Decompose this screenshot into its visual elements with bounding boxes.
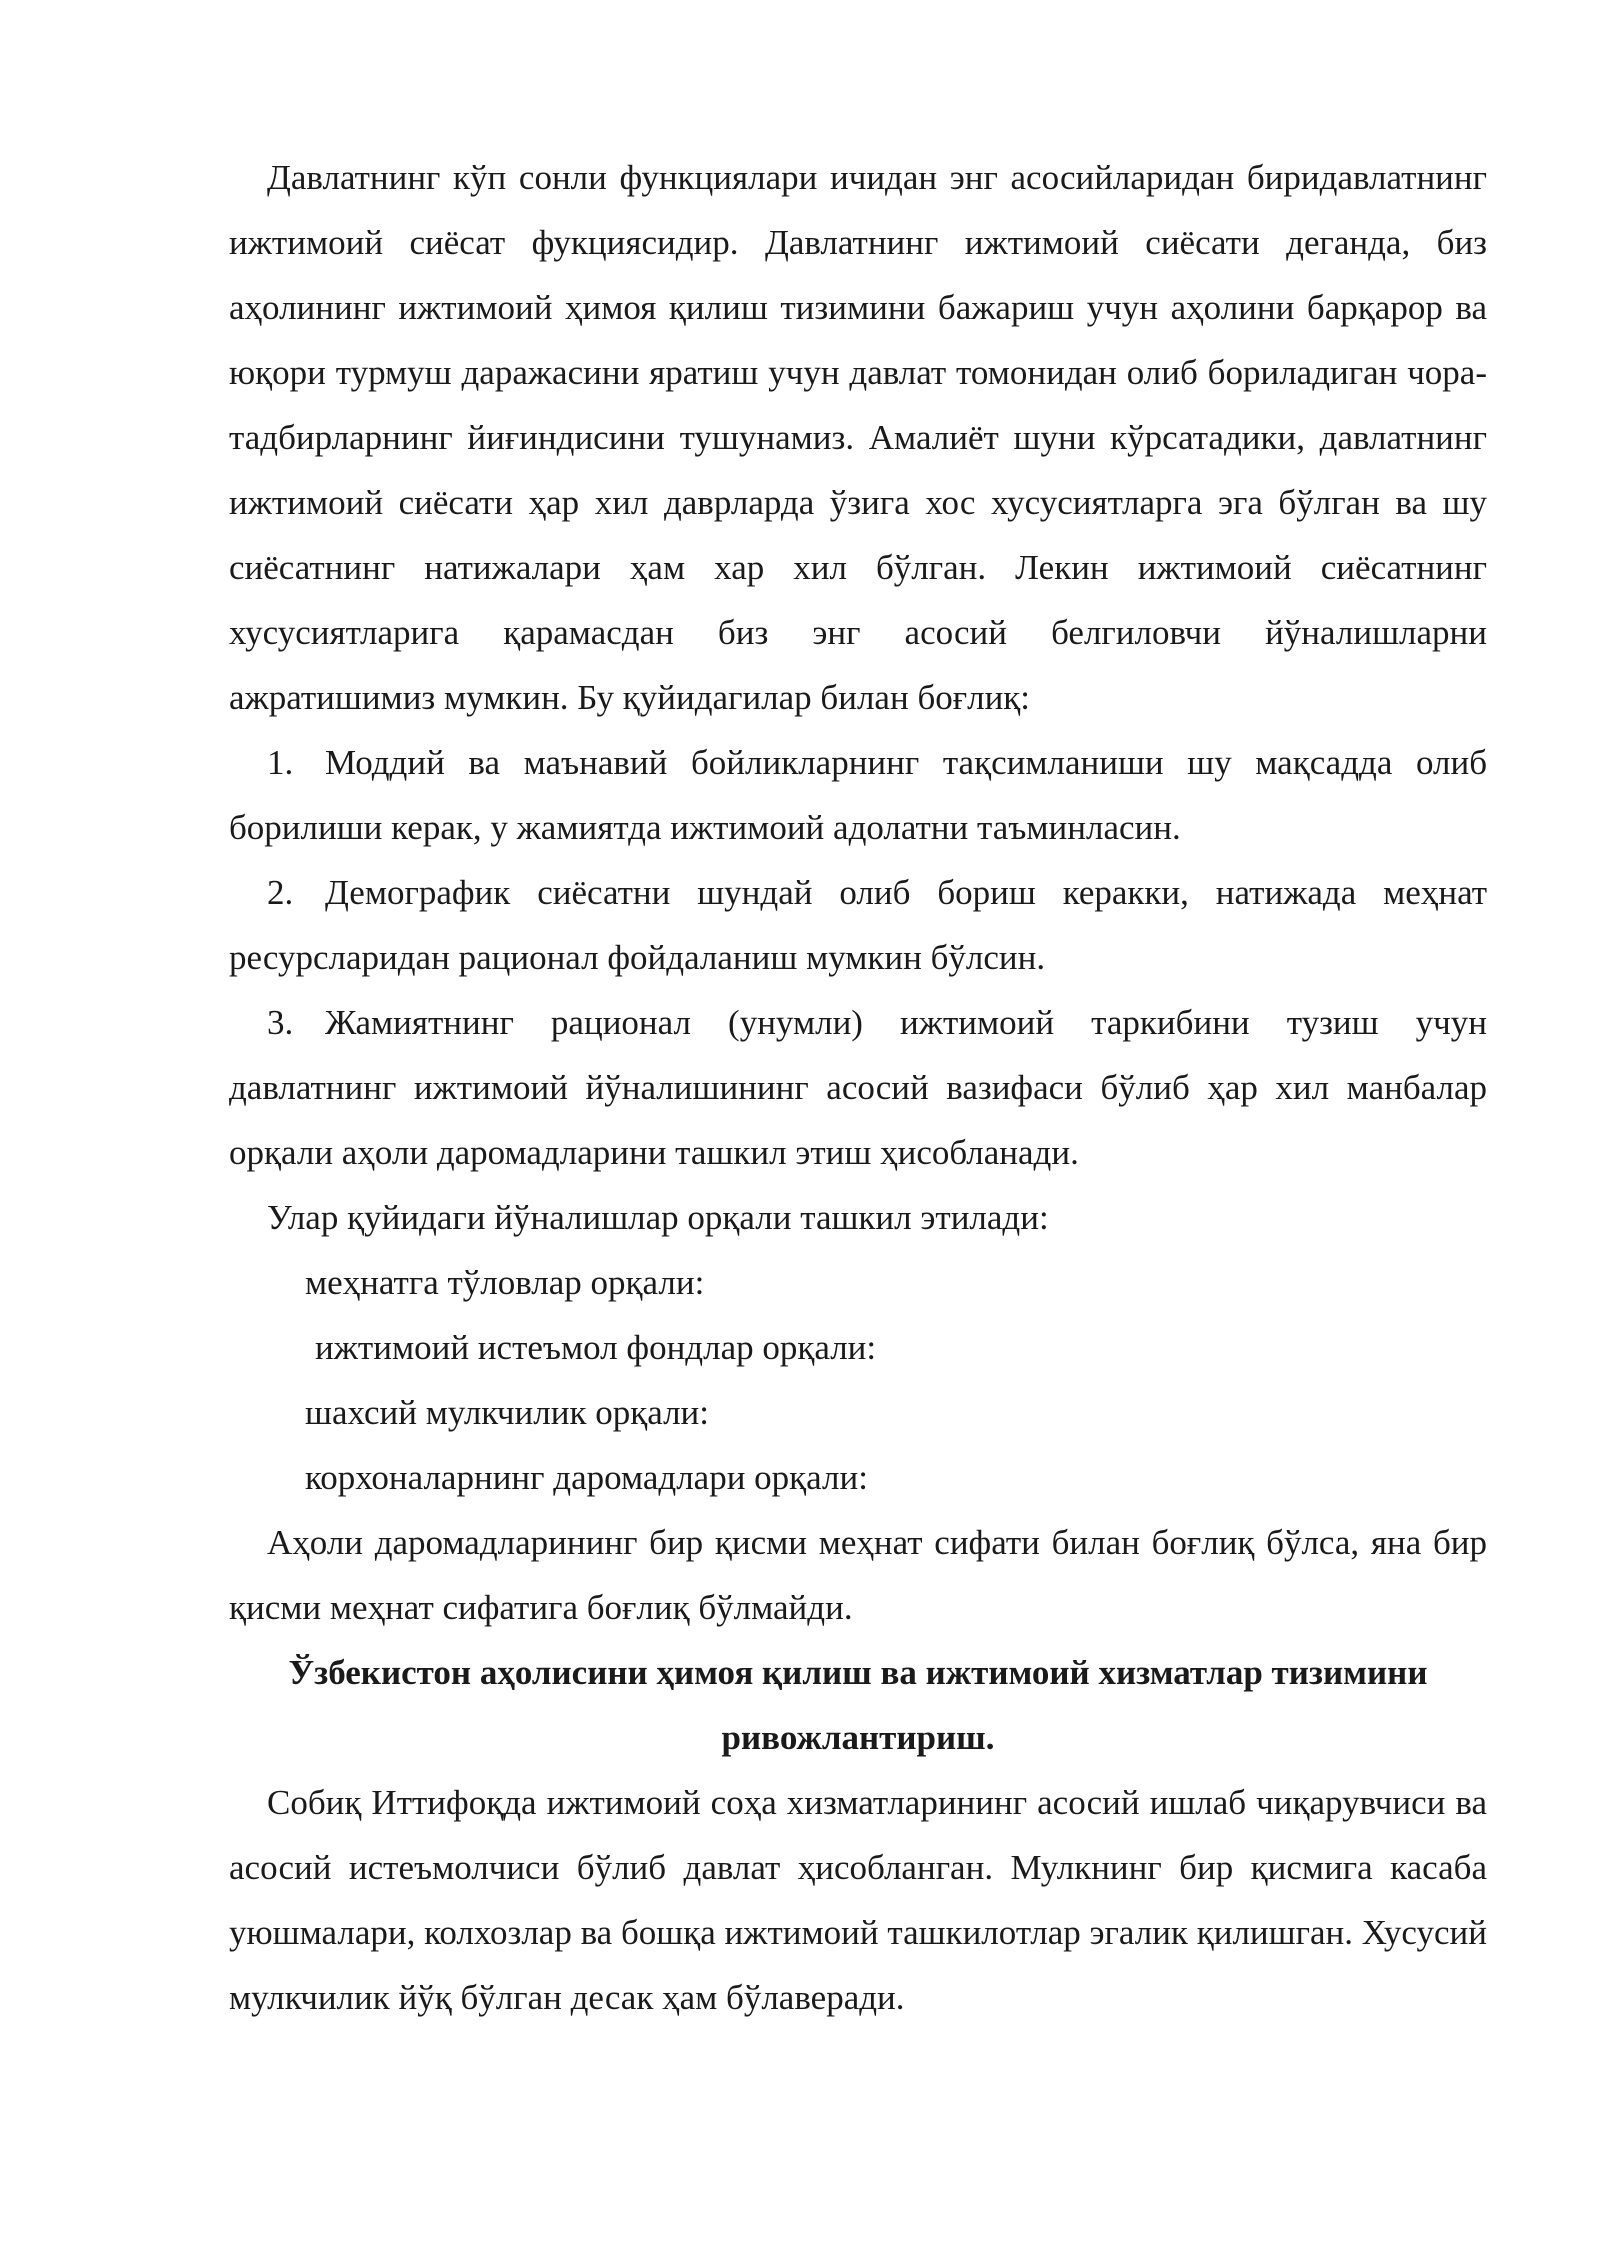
paragraph-intro: Давлатнинг кўп сонли функциялари ичидан энг асосийларидан биридавлатнинг ижтимоий сиёсат фукциясидир. Давлатнинг ижтимоий сиёсати деганда, биз аҳолининг ижтимоий ҳимоя қилиш тизимини бажариш учун аҳолини барқарор ва юқори турмуш даражасини яратиш учун давлат томонидан олиб бориладиган чора-тадбирларнинг йиғиндисини тушунамиз. Амалиёт шуни кўрсатадики, давлатнинг ижтимоий сиёсати ҳар хил даврларда ўзига хос хусусиятларга эга бўлган ва шу сиёсатнинг натижалари ҳам хар хил бўлган. Лекин ижтимоий сиёсатнинг хусусиятларига қарамасдан биз энг асосий белгиловчи йўналишларни ажратишимиз мумкин. Бу қуйидагилар билан боғлиқ:: [229, 158, 1487, 717]
list-item-text: Моддий ва маънавий бойликларнинг тақсимланиши шу мақсадда олиб борилиши керак, у жамиятда ижтимоий адолатни таъминласин.: [229, 743, 1487, 847]
list-number: 3.: [267, 1003, 294, 1042]
list-item-text: Жамиятнинг рационал (унумли) ижтимоий таркибини тузиш учун давлатнинг ижтимоий йўналишининг асосий вазифаси бўлиб ҳар хил манбалар орқали аҳоли даромадларини ташкил этиш ҳисобланади.: [229, 1003, 1487, 1172]
channel-item-enterprise-income: корхоналарнинг даромадлари орқали:: [305, 1458, 868, 1497]
paragraph-soviet: Собиқ Иттифоқда ижтимоий соҳа хизматларининг асосий ишлаб чиқарувчиси ва асосий истеъмолчиси бўлиб давлат ҳисобланган. Мулкнинг бир қисмига касаба уюшмалари, колхозлар ва бошқа ижтимоий ташкилотлар эгалик қилишган. Хусусий мулкчилик йўқ бўлган десак ҳам бўлаверади.: [229, 1783, 1487, 2017]
list-item-2: [229, 860, 1487, 990]
list-number: 2.: [267, 873, 294, 912]
section-heading: Ўзбекистон аҳолисини ҳимоя қилиш ва ижтимоий хизматлар тизимини ривожлантириш.: [288, 1653, 1428, 1757]
list-item-text: Демографик сиёсатни шундай олиб бориш керакки, натижада меҳнат ресурсларидан рационал фойдаланиш мумкин бўлсин.: [229, 873, 1487, 977]
channel-item-private-property: шахсий мулкчилик орқали:: [305, 1393, 709, 1432]
document-page: [229, 145, 1487, 2030]
paragraph-channels-intro: Улар қуйидаги йўналишлар орқали ташкил этилади:: [267, 1198, 1049, 1237]
paragraph-income: Аҳоли даромадларининг бир қисми меҳнат сифати билан боғлиқ бўлса, яна бир қисми меҳнат сифатига боғлиқ бўлмайди.: [229, 1523, 1487, 1627]
channel-item-labor-payments: меҳнатга тўловлар орқали:: [305, 1263, 705, 1302]
channel-item-social-funds: ижтимоий истеъмол фондлар орқали:: [315, 1328, 877, 1367]
list-number: 1.: [267, 743, 294, 782]
list-item-1: [229, 730, 1487, 860]
list-item-3: [229, 990, 1487, 1185]
